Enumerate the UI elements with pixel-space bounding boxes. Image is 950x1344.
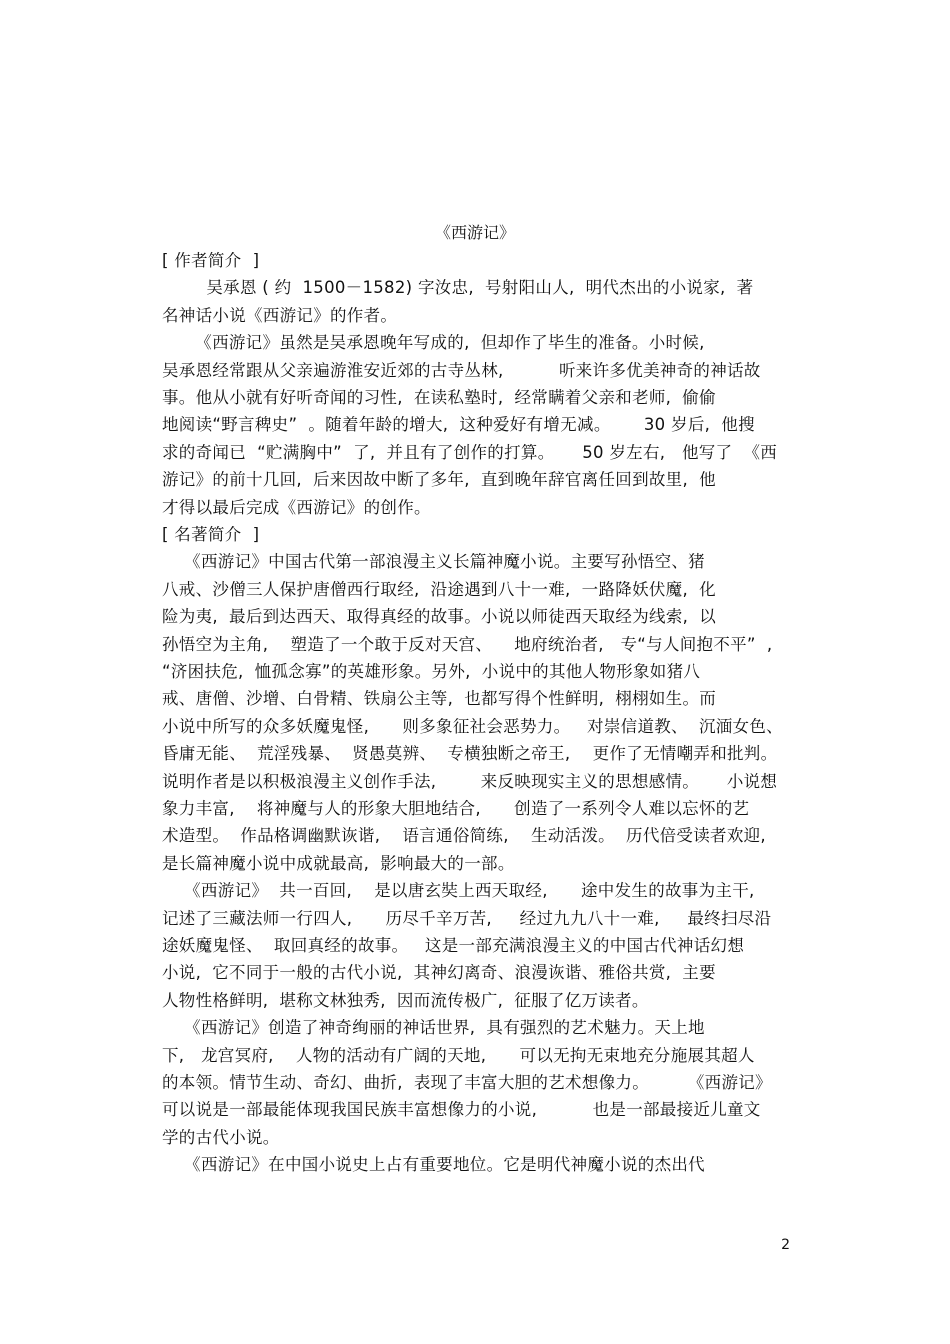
- text-line: 《西游记》创造了神奇绚丽的神话世界, 具有强烈的艺术魅力。天上地: [162, 1018, 705, 1038]
- document-title: 《西游记》: [434, 223, 515, 242]
- text-line: “济困扶危, 恤孤念寡”的英雄形象。另外, 小说中的其他人物形象如猪八: [162, 662, 701, 681]
- text-line: 地阅读“野言稗史” 。随着年龄的增大, 这种爱好有增无减。 30 岁后, 他搜: [162, 415, 755, 435]
- text-line: 人物性格鲜明, 堪称文林独秀, 因而流传极广, 征服了亿万读者。: [162, 990, 649, 1010]
- text-line: 记述了三藏法师一行四人, 历尽千辛万苦, 经过九九八十一难, 最终扫尽沿: [162, 908, 772, 928]
- text-line: 八戒、沙僧三人保护唐僧西行取经, 沿途遇到八十一难, 一路降妖伏魔, 化: [162, 579, 716, 599]
- text-line: 说明作者是以积极浪漫主义创作手法, 来反映现实主义的思想感情。 小说想: [162, 771, 778, 791]
- text-line: 《西游记》中国古代第一部浪漫主义长篇神魔小说。主要写孙悟空、猪: [162, 552, 705, 572]
- text-line: 吴承恩经常跟从父亲遍游淮安近郊的古寺丛林, 听来许多优美神奇的神话故: [162, 360, 761, 380]
- text-line: 孙悟空为主角, 塑造了一个敢于反对天宫、 地府统治者, 专“与人间抱不平” ,: [162, 634, 773, 654]
- text-line: 事。他从小就有好听奇闻的习性, 在读私塾时, 经常瞒着父亲和老师, 偷偷: [162, 388, 716, 407]
- text-line: [ 作者简介 ]: [162, 251, 260, 270]
- text-line: 昏庸无能、 荒淫残暴、 贤愚莫辨、 专横独断之帝王, 更作了无情嘲弄和批判。: [162, 744, 778, 764]
- text-line: 小说中所写的众多妖魔鬼怪, 则多象征社会恶势力。 对崇信道教、 沉湎女色、: [162, 716, 783, 736]
- text-line: 游记》的前十几回, 后来因故中断了多年, 直到晚年辞官离任回到故里, 他: [162, 470, 716, 490]
- text-line: 戒、唐僧、沙增、白骨精、铁扇公主等, 也都写得个性鲜明, 栩栩如生。而: [162, 689, 717, 709]
- text-line: 《西游记》 共一百回, 是以唐玄奘上西天取经, 途中发生的故事为主干,: [162, 881, 755, 901]
- text-line: 象力丰富, 将神魔与人的形象大胆地结合, 创造了一系列令人难以忘怀的艺: [162, 799, 750, 818]
- page-number: 2: [781, 1237, 790, 1253]
- text-line: 的本领。情节生动、奇幻、曲折, 表现了丰富大胆的艺术想像力。 《西游记》: [162, 1073, 772, 1092]
- text-line: 名神话小说《西游记》的作者。: [162, 305, 398, 325]
- text-line: 小说, 它不同于一般的古代小说, 其神幻离奇、浪漫诙谐、雅俗共赏, 主要: [162, 963, 716, 983]
- text-line: 《西游记》在中国小说史上占有重要地位。它是明代神魔小说的杰出代: [162, 1155, 705, 1175]
- text-line: 是长篇神魔小说中成就最高, 影响最大的一部。: [162, 853, 515, 873]
- text-line: 吴承恩 ( 约 1500－1582) 字汝忠, 号射阳山人, 明代杰出的小说家, 著: [162, 278, 754, 298]
- text-line: 途妖魔鬼怪、 取回真经的故事。 这是一部充满浪漫主义的中国古代神话幻想: [162, 936, 745, 955]
- text-line: 术造型。 作品格调幽默诙谐, 语言通俗简练, 生动活泼。 历代倍受读者欢迎,: [162, 826, 766, 846]
- text-line: 下, 龙宫冥府, 人物的活动有广阔的天地, 可以无拘无束地充分施展其超人: [162, 1045, 755, 1065]
- text-line: 险为夷, 最后到达西天、取得真经的故事。小说以师徒西天取经为线索, 以: [162, 607, 717, 627]
- text-line: [ 名著简介 ]: [162, 525, 260, 544]
- text-line: 学的古代小说。: [162, 1127, 280, 1147]
- text-line: 求的奇闻已 “贮满胸中” 了, 并且有了创作的打算。 50 岁左右, 他写了 《西: [162, 442, 778, 462]
- text-line: 可以说是一部最能体现我国民族丰富想像力的小说, 也是一部最接近儿童文: [162, 1100, 761, 1120]
- text-line: 《西游记》虽然是吴承恩晚年写成的, 但却作了毕生的准备。小时候,: [162, 333, 705, 353]
- text-line: 才得以最后完成《西游记》的创作。: [162, 497, 431, 517]
